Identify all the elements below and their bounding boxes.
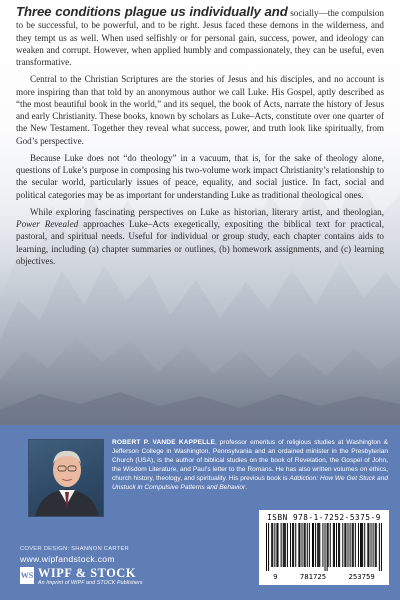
barcode-bar bbox=[371, 523, 372, 567]
paragraph-4-start: While exploring fascinating perspectives on Luke as historian, literary artist, and theologian, bbox=[30, 206, 384, 217]
barcode-bar bbox=[313, 523, 314, 567]
barcode-bar bbox=[271, 523, 272, 567]
barcode-bar bbox=[345, 523, 346, 567]
author-portrait-illustration bbox=[29, 440, 104, 517]
barcode-bar bbox=[312, 523, 313, 567]
barcode-bar bbox=[353, 523, 354, 567]
barcode-bar bbox=[322, 523, 323, 567]
barcode-bar bbox=[330, 523, 331, 567]
barcode-bar bbox=[299, 523, 300, 567]
publisher-name: WIPF & STOCK bbox=[38, 566, 137, 580]
barcode-bar bbox=[287, 523, 288, 567]
paragraph-4 bbox=[16, 206, 384, 267]
barcode-bar bbox=[302, 523, 303, 567]
barcode-bar bbox=[348, 523, 349, 567]
author-photo bbox=[28, 439, 104, 517]
barcode-bar bbox=[367, 523, 368, 567]
barcode-bar bbox=[368, 523, 369, 567]
barcode-bar bbox=[381, 523, 382, 571]
barcode-bar bbox=[268, 523, 269, 571]
barcode-bar bbox=[292, 523, 293, 567]
author-bio-end: . bbox=[245, 484, 248, 492]
author-bio-text: , professor emeritus of religious studies at Washington & Jefferson College in Washington, Pennsylvania and an ordained minister in the Presbyterian Church (USA), is the author of biblical studies on the book of Revelation, the Gospel of John, the Wisdom Literature, and Paul’s letter to the Romans. He has also written volumes on ethics, church history, theology, and spirituality. His previous book is bbox=[112, 439, 388, 483]
barcode-bars bbox=[266, 523, 382, 571]
back-cover-description bbox=[16, 6, 384, 272]
book-title-italic: Power Revealed bbox=[16, 219, 79, 229]
barcode-bar bbox=[281, 523, 282, 567]
barcode-bar bbox=[376, 523, 377, 567]
barcode-bar bbox=[319, 523, 320, 567]
barcode-bar bbox=[375, 523, 376, 567]
ean-digit-group: 9 bbox=[273, 572, 278, 581]
lead-sentence: Three conditions plague us individually and bbox=[16, 4, 288, 19]
barcode-bar bbox=[274, 523, 275, 567]
barcode-bar bbox=[350, 523, 351, 567]
barcode-bar bbox=[309, 523, 310, 567]
barcode-bar bbox=[304, 523, 305, 567]
barcode-bar bbox=[379, 523, 380, 571]
barcode-bar bbox=[290, 523, 291, 567]
paragraph-3: Because Luke does not “do theology” in a vacuum, that is, for the sake of theology alone, questions of Luke’s purpose in composing his two-volume work impact Christianity’s relationship to the secular world, particularly issues of peace, equality, and social justice. In fact, social and political categories may be as important for understanding Luke as traditional theological ones. bbox=[16, 152, 385, 200]
barcode-bar bbox=[305, 523, 306, 567]
barcode-bar bbox=[342, 523, 343, 567]
paragraph-4-rest: approaches Luke–Acts exegetically, expositing the biblical text for practical, pastoral, and spiritual needs. Useful for individual or group study, each chapter contains aids to learning, including (a) chapter summaries or outlines, (b) homework assignments, and (c) learning objectives. bbox=[16, 219, 385, 266]
barcode-bar bbox=[334, 523, 335, 567]
publisher-imprint: An Imprint of WIPF and STOCK Publishers bbox=[38, 580, 143, 586]
barcode-bar bbox=[328, 523, 329, 567]
barcode-bar bbox=[361, 523, 362, 567]
barcode-bar bbox=[284, 523, 285, 567]
ean-digits bbox=[259, 572, 389, 581]
author-name: ROBERT P. VANDE KAPPELLE bbox=[112, 439, 215, 446]
publisher-logo-icon: WS bbox=[20, 567, 34, 584]
barcode-bar bbox=[266, 523, 267, 571]
barcode-bar bbox=[358, 523, 359, 567]
paragraph-1 bbox=[16, 6, 384, 68]
barcode-bar bbox=[278, 523, 279, 567]
barcode-bar bbox=[272, 523, 273, 567]
barcode-bar bbox=[317, 523, 318, 567]
barcode-bar bbox=[360, 523, 361, 567]
barcode-bar bbox=[352, 523, 353, 567]
barcode-bar bbox=[325, 523, 326, 571]
author-bio bbox=[112, 438, 388, 493]
barcode-bar bbox=[364, 523, 365, 567]
barcode-bar bbox=[373, 523, 374, 567]
barcode-bar bbox=[362, 523, 363, 567]
barcode-bar bbox=[327, 523, 328, 571]
barcode-bar bbox=[307, 523, 308, 567]
barcode-bar bbox=[336, 523, 337, 567]
barcode-bar bbox=[318, 523, 319, 567]
isbn-label: ISBN 978-1-7252-5375-9 bbox=[267, 513, 381, 522]
barcode-bar bbox=[293, 523, 294, 567]
ean-digit-group: 253759 bbox=[348, 572, 375, 581]
barcode-bar bbox=[344, 523, 345, 567]
barcode-bar bbox=[315, 523, 316, 567]
barcode-bar bbox=[298, 523, 299, 567]
barcode-bar bbox=[339, 523, 340, 567]
barcode-bar bbox=[338, 523, 339, 567]
barcode-bar bbox=[276, 523, 277, 567]
barcode-bar bbox=[333, 523, 334, 567]
barcode-bar bbox=[285, 523, 286, 567]
ean-digit-group: 781725 bbox=[299, 572, 327, 581]
barcode-bar bbox=[355, 523, 356, 567]
paragraph-1-text: socially—the compulsion to be successful, to be powerful, and to be right. Jesus faced these demons in the wilderness, and they tempt us as well. When used selfishly or for personal gain, success, power, and ideology can weaken and corrupt. However, when applied humbly and compassionately, they can be useful, even transformative. bbox=[16, 8, 384, 67]
isbn-barcode bbox=[259, 510, 389, 585]
cover-design-credit: COVER DESIGN: SHANNON CARTER bbox=[20, 546, 129, 552]
publisher-website[interactable]: www.wipfandstock.com bbox=[20, 554, 115, 564]
paragraph-2: Central to the Christian Scriptures are the stories of Jesus and his disciples, and no account is more inspiring than that told by an anonymous author we call Luke. His Gospel, aptly described as “the most beautiful book in the world,” and its sequel, the book of Acts, narrate the history of Jesus and early Christianity. These books, known by scholars as Luke–Acts, constitute over one quarter of the New Testament. Together they reveal what success, power, and truth look like spiritually, from God’s perspective. bbox=[16, 74, 384, 146]
previous-book-title: Addiction: How We Get Stuck and Unstuck in Compulsive Patterns and Behavior bbox=[112, 475, 388, 492]
barcode-bar bbox=[295, 523, 296, 567]
barcode-bar bbox=[283, 523, 284, 567]
